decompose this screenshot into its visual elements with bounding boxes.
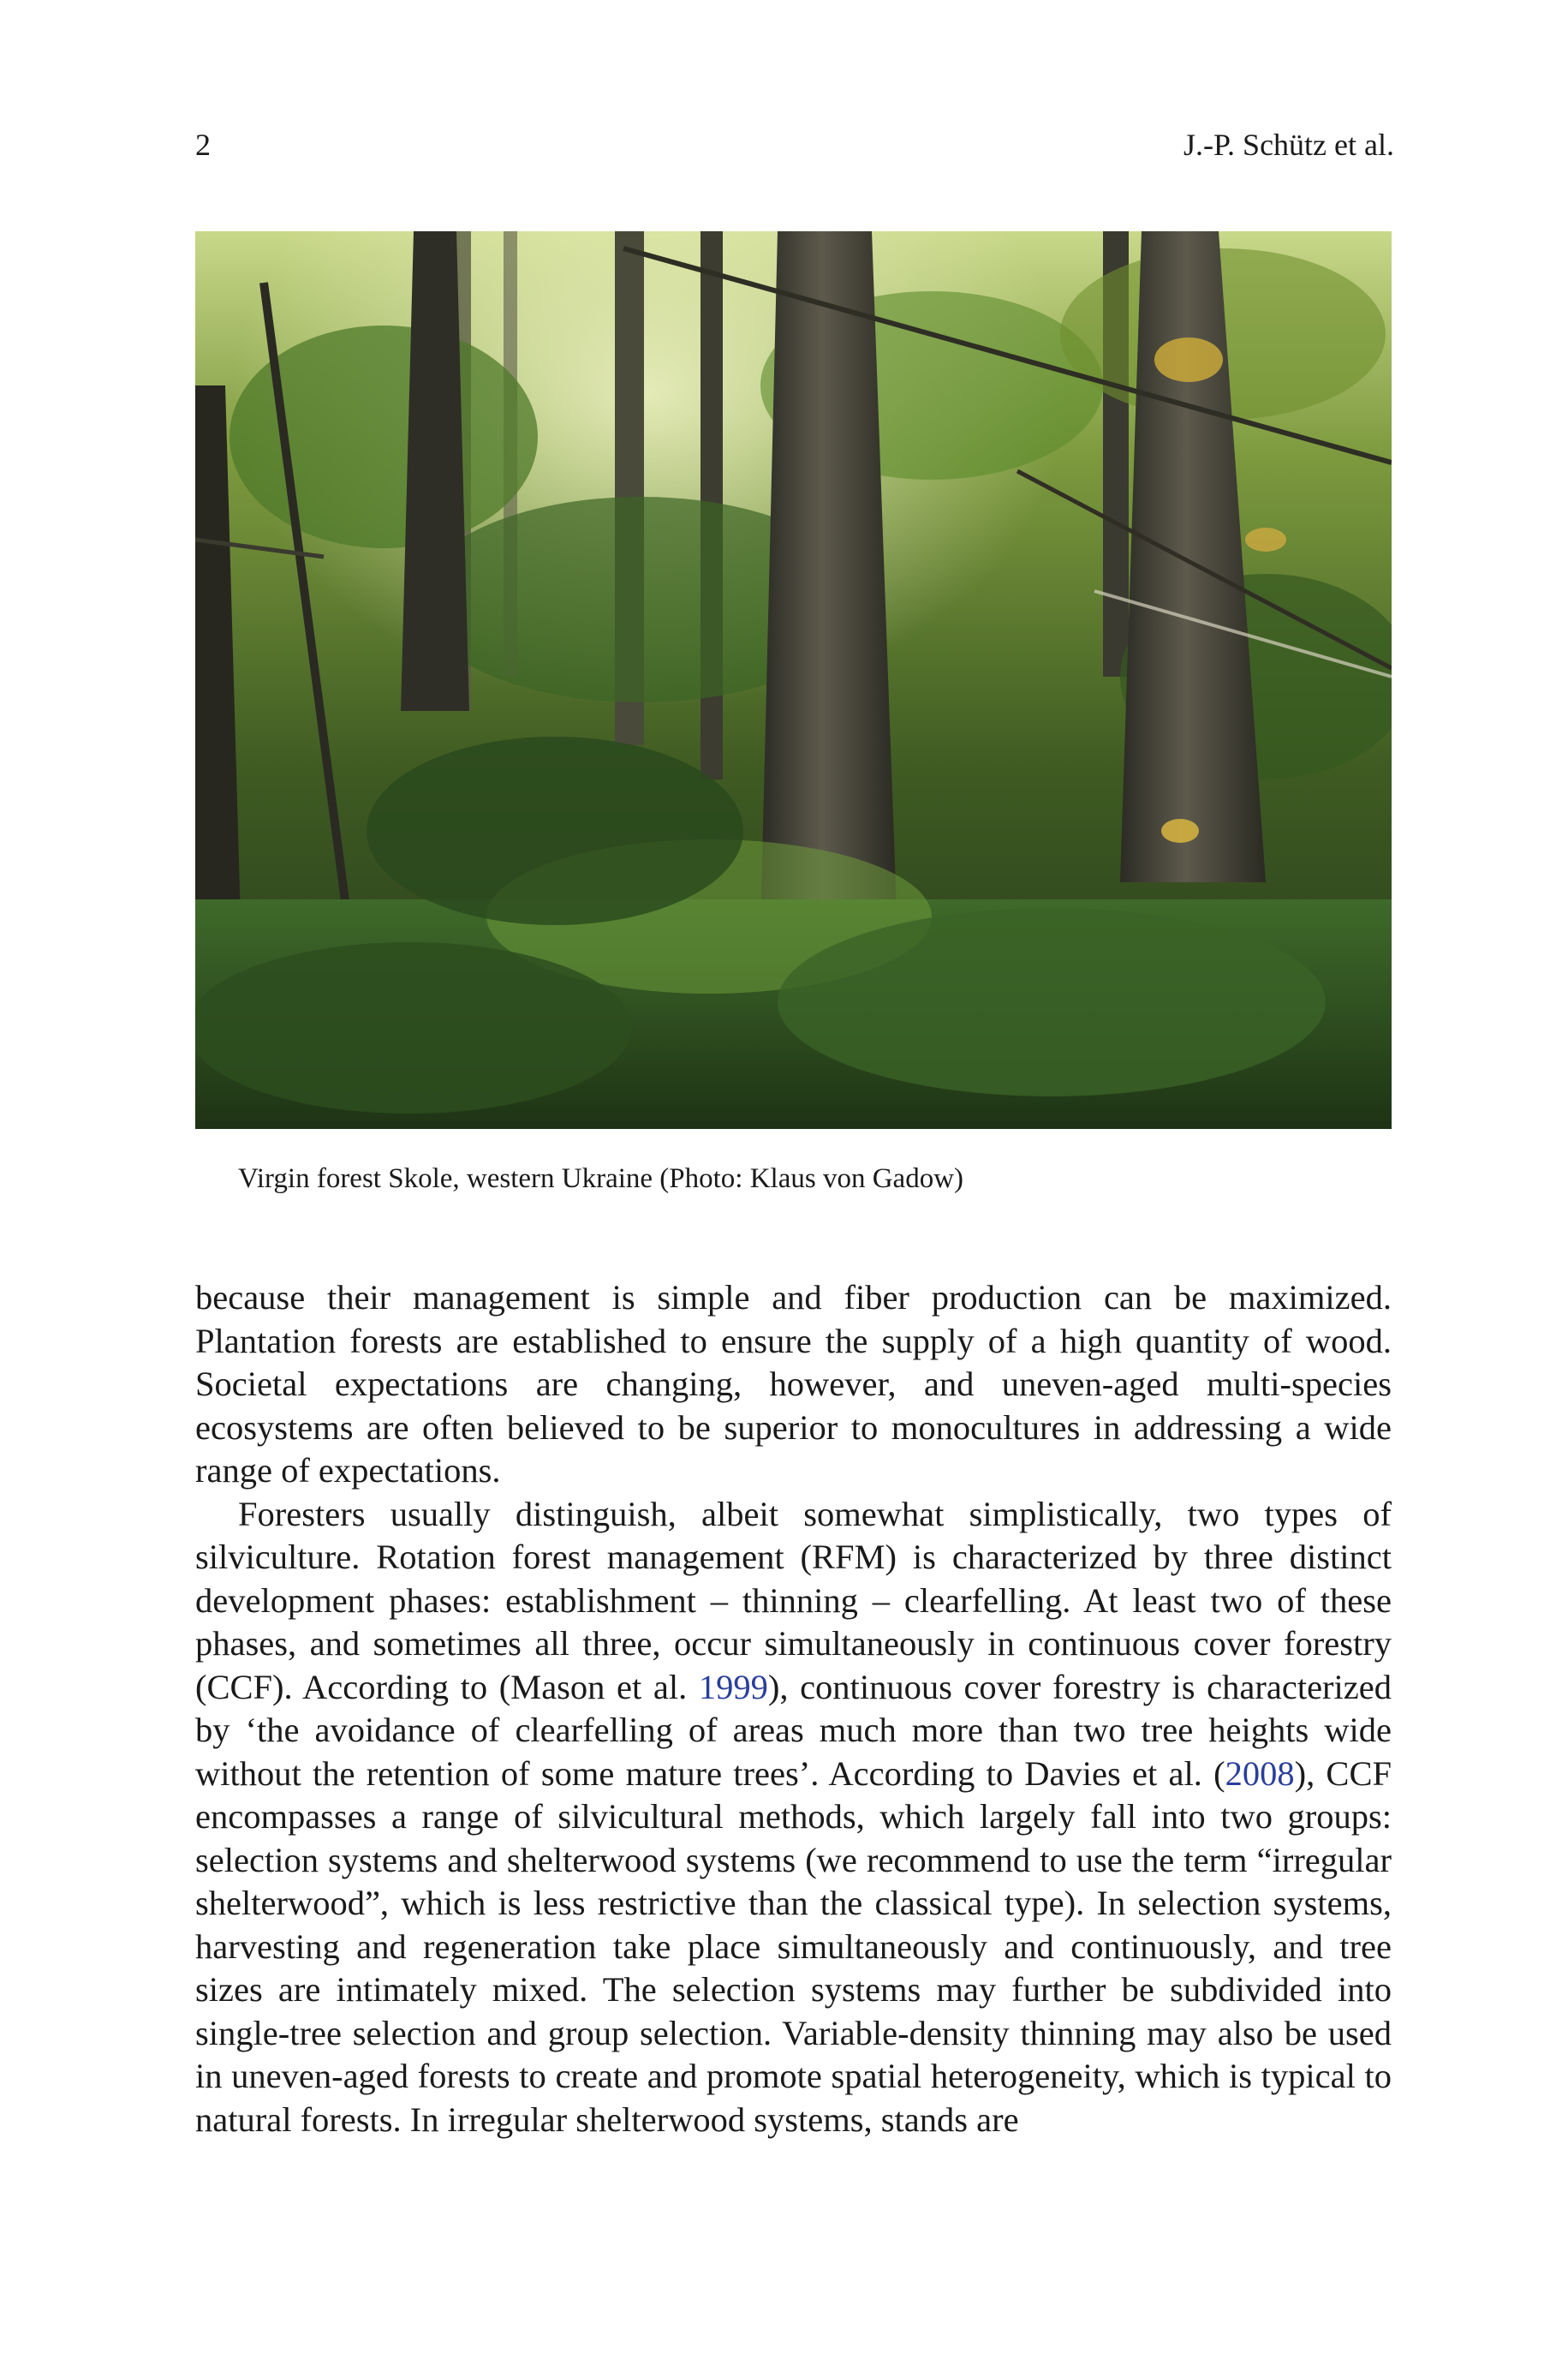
figure-caption: Virgin forest Skole, western Ukraine (Photo: Klaus von Gadow) [238, 1163, 964, 1194]
paragraph-2 [195, 1493, 1392, 2142]
citation-link-mason-1999[interactable]: 1999 [698, 1667, 768, 1706]
paragraph-2-part-2: ), continuous cover forestry is characterized by ‘the avoidance of clearfelling of areas much more than two tree heights wide without the retention of some mature trees’. According to Davies et al. ( [195, 1667, 1392, 1793]
running-head: J.-P. Schütz et al. [1183, 128, 1394, 162]
forest-photo [195, 231, 1392, 1129]
page-number: 2 [195, 128, 211, 162]
citation-link-davies-2008[interactable]: 2008 [1225, 1753, 1295, 1793]
paragraph-1: because their management is simple and fiber production can be maximized. Plantation forests are established to ensure the supply of a high quantity of wood. Societal expectations are changing, however, and uneven-aged multi-species ecosystems are often believed to be superior to monocultures in addressing a wide range of expectations. [195, 1278, 1392, 1490]
body-text [195, 1276, 1392, 2141]
paragraph-2-part-1: Foresters usually distinguish, albeit somewhat simplistically, two types of silviculture. Rotation forest management (RFM) is characterized by three distinct development phases: establishment – thinning – clearfelling. At least two of these phases, and sometimes all three, occur simultaneously in continuous cover forestry (CCF). According to (Mason et al. [195, 1494, 1392, 1706]
paragraph-2-part-3: ), CCF encompasses a range of silvicultural methods, which largely fall into two groups: selection systems and shelterwood systems (we recommend to use the term “irregular shelterwood”, which is less restrictive than the classical type). In selection systems, harvesting and regeneration take place simultaneously and continuously, and tree sizes are intimately mixed. The selection systems may further be subdivided into single-tree selection and group selection. Variable-density thinning may also be used in uneven-aged forests to create and promote spatial heterogeneity, which is typical to natural forests. In irregular shelterwood systems, stands are [195, 1753, 1392, 2139]
